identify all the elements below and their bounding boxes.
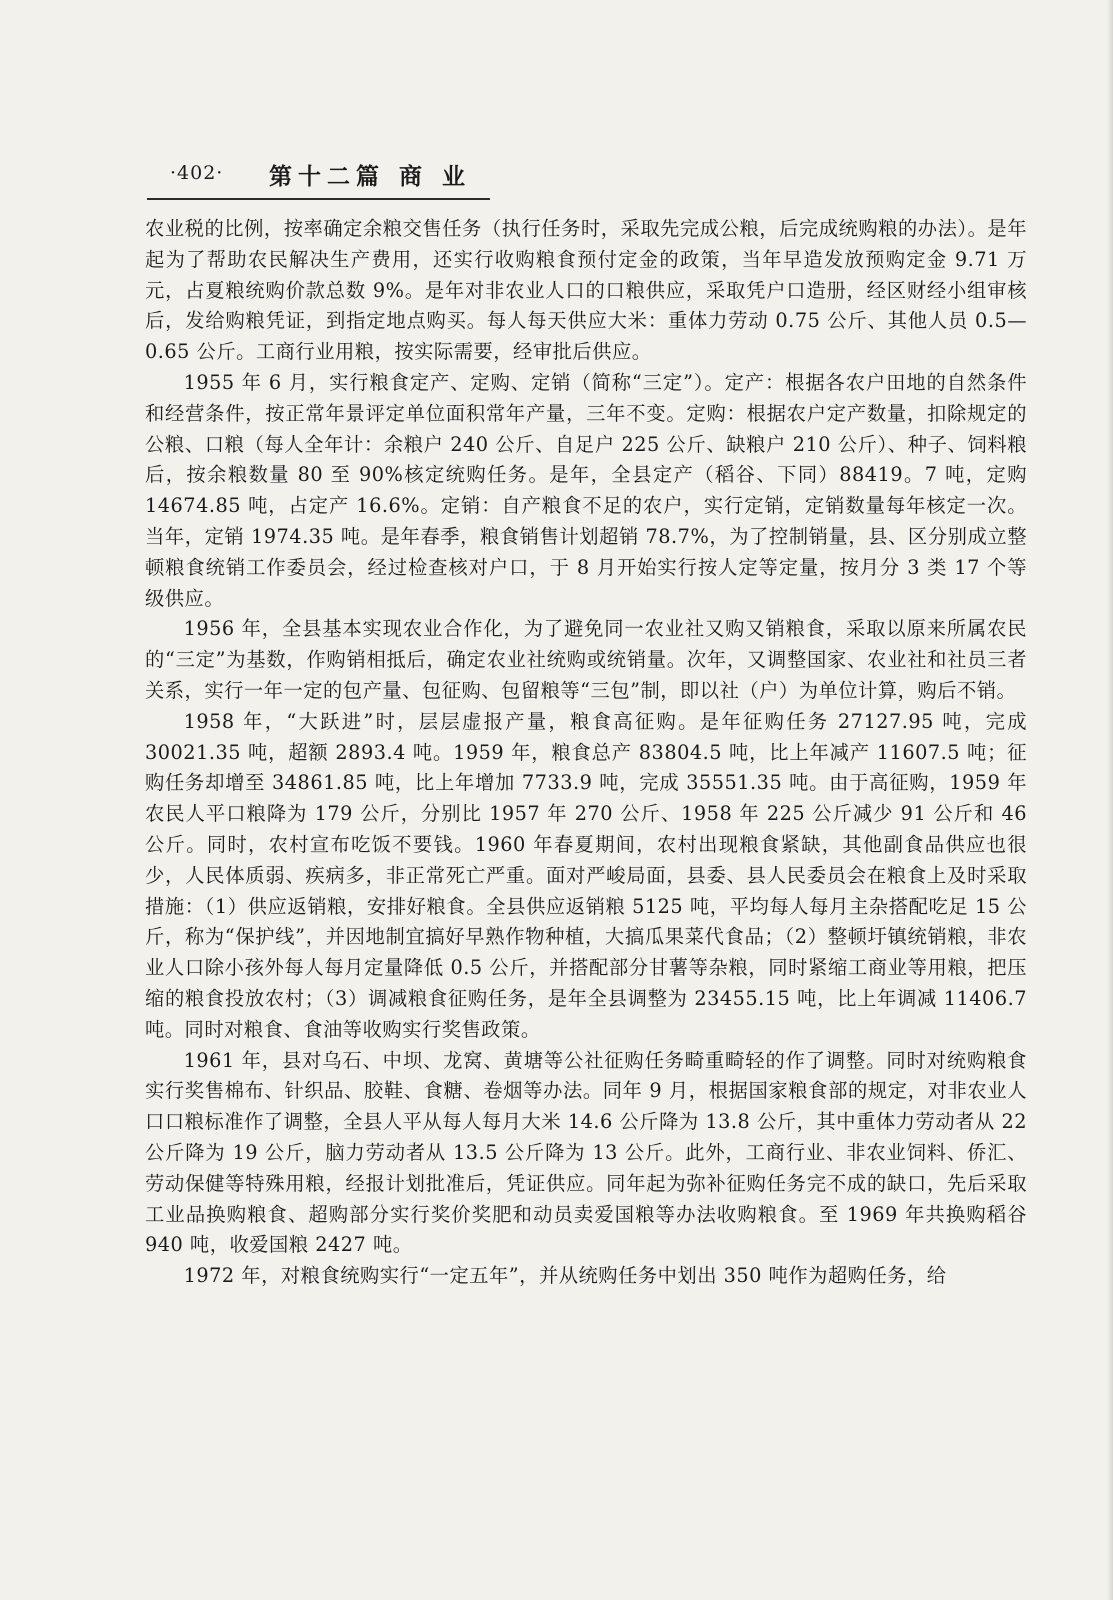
paragraph: 1955 年 6 月，实行粮食定产、定购、定销（简称“三定”）。定产：根据各农户田地的自然条件和经营条件，按正常年景评定单位面积常年产量，三年不变。定购：根据农户定产数量，扣除规定的公粮、口粮（每人全年计：余粮户 240 公斤、自足户 225 公斤、缺粮户 210 公斤）、种子、饲料粮后，按余粮数量 80 至 90%核定统购任务。是年，全县定产（稻谷、下同）88419。7 吨，定购 14674.85 吨，占定产 16.6%。定销：自产粮食不足的农户，实行定销，定销数量每年核定一次。当年，定销 1974.35 吨。是年春季，粮食销售计划超销 78.7%，为了控制销量，县、区分别成立整顿粮食统销工作委员会，经过检查核对户口，于 8 月开始实行按人定等定量，按月分 3 类 17 个等级供应。 bbox=[145, 370, 1027, 610]
paragraph: 1961 年，县对乌石、中坝、龙窝、黄塘等公社征购任务畸重畸轻的作了调整。同时对统购粮食实行奖售棉布、针织品、胶鞋、食糖、卷烟等办法。同年 9 月，根据国家粮食部的规定，对非农业人口口粮标准作了调整，全县人平从每人每月大米 14.6 公斤降为 13.8 公斤，其中重体力劳动者从 22 公斤降为 19 公斤，脑力劳动者从 13.5 公斤降为 13 公斤。此外，工商行业、非农业饲料、侨汇、劳动保健等特殊用粮，经报计划批准后，凭证供应。同年起为弥补征购任务完不成的缺口，先后采取工业品换购粮食、超购部分实行奖价奖肥和动员卖爱国粮等办法收购粮食。至 1969 年共换购稻谷 940 吨，收爱国粮 2427 吨。 bbox=[145, 1048, 1027, 1257]
page-header bbox=[147, 158, 487, 198]
page-number: ·402· bbox=[170, 162, 224, 184]
page-edge-shadow bbox=[1107, 0, 1113, 1600]
paragraph: 1956 年，全县基本实现农业合作化，为了避免同一农业社又购又销粮食，采取以原来所属农民的“三定”为基数，作购销相抵后，确定农业社统购或统销量。次年，又调整国家、农业社和社员三者关系，实行一年一定的包产量、包征购、包留粮等“三包”制，即以社（户）为单位计算，购后不销。 bbox=[145, 617, 1027, 702]
body-text bbox=[145, 214, 1027, 1292]
paragraph: 1972 年，对粮食统购实行“一定五年”，并从统购任务中划出 350 吨作为超购任务，给 bbox=[183, 1264, 947, 1288]
paragraph: 农业税的比例，按率确定余粮交售任务（执行任务时，采取先完成公粮，后完成统购粮的办法）。是年起为了帮助农民解决生产费用，还实行收购粮食预付定金的政策，当年早造发放预购定金 9.71 万元，占夏粮统购价款总数 9%。是年对非农业人口的口粮供应，采取凭户口造册，经区财经小组审核后，发给购粮凭证，到指定地点购买。每人每天供应大米：重体力劳动 0.75 公斤、其他人员 0.5—0.65 公斤。工商行业用粮，按实际需要，经审批后供应。 bbox=[145, 217, 1027, 364]
section-title: 第十二篇 商 业 bbox=[269, 163, 472, 190]
header-rule bbox=[147, 198, 490, 200]
paragraph: 1958 年，“大跃进”时，层层虚报产量，粮食高征购。是年征购任务 27127.95 吨，完成 30021.35 吨，超额 2893.4 吨。1959 年，粮食总产 83804.5 吨，比上年减产 11607.5 吨；征购任务却增至 34861.85 吨，比上年增加 7733.9 吨，完成 35551.35 吨。由于高征购，1959 年农民人平口粮降为 179 公斤，分别比 1957 年 270 公斤、1958 年 225 公斤减少 91 公斤和 46 公斤。同时，农村宣布吃饭不要钱。1960 年春夏期间，农村出现粮食紧缺，其他副食品供应也很少，人民体质弱、疾病多，非正常死亡严重。面对严峻局面，县委、县人民委员会在粮食上及时采取措施：（1）供应返销粮，安排好粮食。全县供应返销粮 5125 吨，平均每人每月主杂搭配吃足 15 公斤，称为“保护线”，并因地制宜搞好早熟作物种植，大搞瓜果菜代食品；（2）整顿圩镇统销粮，非农业人口除小孩外每人每月定量降低 0.5 公斤，并搭配部分甘薯等杂粮，同时紧缩工商业等用粮，把压缩的粮食投放农村；（3）调减粮食征购任务，是年全县调整为 23455.15 吨，比上年调减 11406.7 吨。同时对粮食、食油等收购实行奖售政策。 bbox=[145, 709, 1027, 1041]
